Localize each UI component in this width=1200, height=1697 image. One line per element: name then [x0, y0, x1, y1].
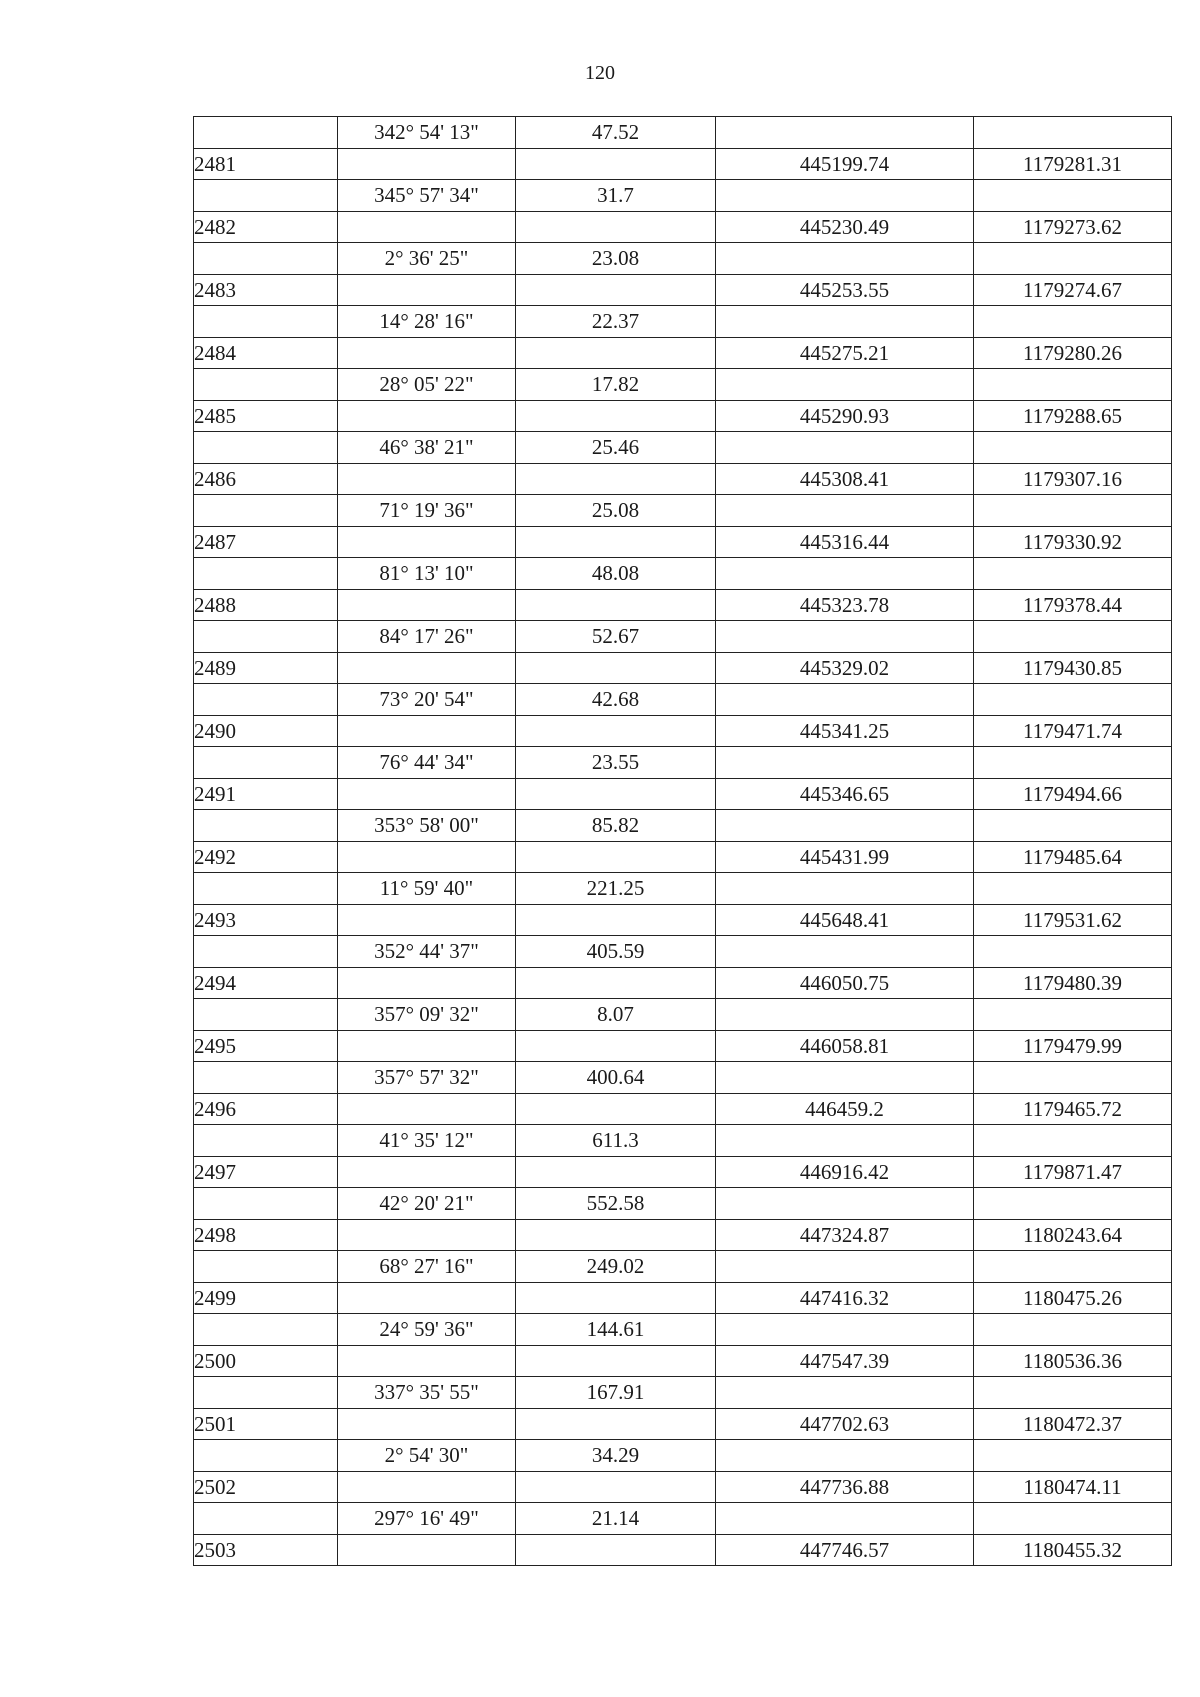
- northing-cell: 445230.49: [716, 211, 974, 243]
- northing-cell: [716, 621, 974, 653]
- northing-cell: 446459.2: [716, 1093, 974, 1125]
- bearing-cell: 297° 16' 49": [338, 1503, 516, 1535]
- distance-cell: [516, 589, 716, 621]
- station-cell: 2488: [194, 589, 338, 621]
- table-row: [194, 1156, 1172, 1188]
- bearing-cell: [338, 904, 516, 936]
- table-row: [194, 243, 1172, 275]
- northing-cell: [716, 873, 974, 905]
- coordinate-table-body: [194, 117, 1172, 1566]
- station-cell: 2489: [194, 652, 338, 684]
- northing-cell: 446058.81: [716, 1030, 974, 1062]
- distance-cell: 167.91: [516, 1377, 716, 1409]
- bearing-cell: [338, 652, 516, 684]
- station-cell: [194, 243, 338, 275]
- bearing-cell: [338, 589, 516, 621]
- table-row: [194, 558, 1172, 590]
- distance-cell: [516, 526, 716, 558]
- bearing-cell: [338, 337, 516, 369]
- bearing-cell: 2° 54' 30": [338, 1440, 516, 1472]
- table-row: [194, 1377, 1172, 1409]
- easting-cell: [974, 1503, 1172, 1535]
- bearing-cell: 14° 28' 16": [338, 306, 516, 338]
- bearing-cell: 342° 54' 13": [338, 117, 516, 149]
- easting-cell: [974, 684, 1172, 716]
- table-row: [194, 148, 1172, 180]
- easting-cell: [974, 117, 1172, 149]
- easting-cell: [974, 180, 1172, 212]
- bearing-cell: 42° 20' 21": [338, 1188, 516, 1220]
- bearing-cell: 352° 44' 37": [338, 936, 516, 968]
- easting-cell: 1179479.99: [974, 1030, 1172, 1062]
- easting-cell: [974, 1314, 1172, 1346]
- northing-cell: 447736.88: [716, 1471, 974, 1503]
- bearing-cell: 73° 20' 54": [338, 684, 516, 716]
- station-cell: [194, 1251, 338, 1283]
- distance-cell: [516, 1156, 716, 1188]
- distance-cell: [516, 463, 716, 495]
- distance-cell: [516, 148, 716, 180]
- easting-cell: 1180475.26: [974, 1282, 1172, 1314]
- table-row: [194, 1030, 1172, 1062]
- northing-cell: 445316.44: [716, 526, 974, 558]
- easting-cell: 1179485.64: [974, 841, 1172, 873]
- distance-cell: [516, 967, 716, 999]
- bearing-cell: [338, 715, 516, 747]
- distance-cell: [516, 211, 716, 243]
- station-cell: [194, 999, 338, 1031]
- northing-cell: 445253.55: [716, 274, 974, 306]
- station-cell: 2500: [194, 1345, 338, 1377]
- coordinate-table: [193, 116, 1172, 1566]
- easting-cell: [974, 621, 1172, 653]
- distance-cell: 144.61: [516, 1314, 716, 1346]
- bearing-cell: [338, 274, 516, 306]
- northing-cell: 445308.41: [716, 463, 974, 495]
- table-row: [194, 495, 1172, 527]
- bearing-cell: [338, 778, 516, 810]
- easting-cell: 1179430.85: [974, 652, 1172, 684]
- easting-cell: [974, 369, 1172, 401]
- distance-cell: [516, 400, 716, 432]
- table-row: [194, 1345, 1172, 1377]
- table-row: [194, 1062, 1172, 1094]
- station-cell: 2501: [194, 1408, 338, 1440]
- distance-cell: 31.7: [516, 180, 716, 212]
- table-row: [194, 274, 1172, 306]
- table-row: [194, 117, 1172, 149]
- northing-cell: [716, 243, 974, 275]
- easting-cell: 1179378.44: [974, 589, 1172, 621]
- bearing-cell: [338, 1030, 516, 1062]
- easting-cell: [974, 243, 1172, 275]
- distance-cell: 249.02: [516, 1251, 716, 1283]
- bearing-cell: [338, 211, 516, 243]
- easting-cell: [974, 1377, 1172, 1409]
- easting-cell: 1180536.36: [974, 1345, 1172, 1377]
- bearing-cell: 76° 44' 34": [338, 747, 516, 779]
- table-row: [194, 810, 1172, 842]
- northing-cell: [716, 1062, 974, 1094]
- station-cell: [194, 621, 338, 653]
- bearing-cell: [338, 526, 516, 558]
- table-row: [194, 778, 1172, 810]
- northing-cell: [716, 495, 974, 527]
- station-cell: 2497: [194, 1156, 338, 1188]
- station-cell: 2482: [194, 211, 338, 243]
- bearing-cell: 84° 17' 26": [338, 621, 516, 653]
- station-cell: [194, 117, 338, 149]
- station-cell: 2502: [194, 1471, 338, 1503]
- table-row: [194, 1219, 1172, 1251]
- northing-cell: 447746.57: [716, 1534, 974, 1566]
- bearing-cell: 357° 57' 32": [338, 1062, 516, 1094]
- northing-cell: [716, 1314, 974, 1346]
- bearing-cell: [338, 841, 516, 873]
- table-row: [194, 1282, 1172, 1314]
- bearing-cell: 337° 35' 55": [338, 1377, 516, 1409]
- easting-cell: 1179307.16: [974, 463, 1172, 495]
- northing-cell: [716, 306, 974, 338]
- easting-cell: [974, 936, 1172, 968]
- easting-cell: [974, 747, 1172, 779]
- table-row: [194, 432, 1172, 464]
- bearing-cell: [338, 1156, 516, 1188]
- distance-cell: [516, 1534, 716, 1566]
- table-row: [194, 684, 1172, 716]
- bearing-cell: 2° 36' 25": [338, 243, 516, 275]
- northing-cell: [716, 180, 974, 212]
- easting-cell: 1179273.62: [974, 211, 1172, 243]
- table-row: [194, 999, 1172, 1031]
- station-cell: 2495: [194, 1030, 338, 1062]
- table-row: [194, 306, 1172, 338]
- table-row: [194, 1188, 1172, 1220]
- table-row: [194, 1471, 1172, 1503]
- station-cell: 2494: [194, 967, 338, 999]
- easting-cell: 1179531.62: [974, 904, 1172, 936]
- station-cell: [194, 810, 338, 842]
- table-row: [194, 1314, 1172, 1346]
- bearing-cell: 81° 13' 10": [338, 558, 516, 590]
- easting-cell: 1179494.66: [974, 778, 1172, 810]
- northing-cell: 447324.87: [716, 1219, 974, 1251]
- bearing-cell: 28° 05' 22": [338, 369, 516, 401]
- distance-cell: 25.46: [516, 432, 716, 464]
- station-cell: 2498: [194, 1219, 338, 1251]
- easting-cell: 1179471.74: [974, 715, 1172, 747]
- northing-cell: 445275.21: [716, 337, 974, 369]
- distance-cell: [516, 904, 716, 936]
- bearing-cell: [338, 400, 516, 432]
- northing-cell: 445431.99: [716, 841, 974, 873]
- bearing-cell: [338, 1471, 516, 1503]
- distance-cell: [516, 274, 716, 306]
- distance-cell: 47.52: [516, 117, 716, 149]
- station-cell: [194, 747, 338, 779]
- station-cell: [194, 1188, 338, 1220]
- station-cell: [194, 369, 338, 401]
- table-row: [194, 526, 1172, 558]
- easting-cell: 1179480.39: [974, 967, 1172, 999]
- station-cell: 2503: [194, 1534, 338, 1566]
- distance-cell: 25.08: [516, 495, 716, 527]
- station-cell: 2481: [194, 148, 338, 180]
- easting-cell: 1180455.32: [974, 1534, 1172, 1566]
- bearing-cell: 353° 58' 00": [338, 810, 516, 842]
- northing-cell: 445290.93: [716, 400, 974, 432]
- northing-cell: 447702.63: [716, 1408, 974, 1440]
- table-row: [194, 1503, 1172, 1535]
- table-row: [194, 1534, 1172, 1566]
- station-cell: [194, 1062, 338, 1094]
- distance-cell: [516, 1030, 716, 1062]
- table-row: [194, 589, 1172, 621]
- northing-cell: [716, 684, 974, 716]
- station-cell: [194, 1503, 338, 1535]
- easting-cell: 1179281.31: [974, 148, 1172, 180]
- easting-cell: 1179274.67: [974, 274, 1172, 306]
- northing-cell: 445329.02: [716, 652, 974, 684]
- northing-cell: 445648.41: [716, 904, 974, 936]
- distance-cell: 23.55: [516, 747, 716, 779]
- bearing-cell: 68° 27' 16": [338, 1251, 516, 1283]
- station-cell: [194, 180, 338, 212]
- easting-cell: [974, 558, 1172, 590]
- northing-cell: [716, 558, 974, 590]
- distance-cell: 8.07: [516, 999, 716, 1031]
- station-cell: [194, 432, 338, 464]
- northing-cell: [716, 432, 974, 464]
- distance-cell: 42.68: [516, 684, 716, 716]
- easting-cell: [974, 1440, 1172, 1472]
- easting-cell: [974, 306, 1172, 338]
- page-number: 120: [585, 62, 615, 84]
- distance-cell: 21.14: [516, 1503, 716, 1535]
- table-row: [194, 967, 1172, 999]
- table-row: [194, 715, 1172, 747]
- table-row: [194, 1440, 1172, 1472]
- bearing-cell: 11° 59' 40": [338, 873, 516, 905]
- table-row: [194, 841, 1172, 873]
- northing-cell: [716, 1503, 974, 1535]
- northing-cell: [716, 1440, 974, 1472]
- station-cell: 2492: [194, 841, 338, 873]
- northing-cell: [716, 1188, 974, 1220]
- easting-cell: 1179330.92: [974, 526, 1172, 558]
- easting-cell: [974, 810, 1172, 842]
- northing-cell: 445199.74: [716, 148, 974, 180]
- table-row: [194, 337, 1172, 369]
- easting-cell: 1179288.65: [974, 400, 1172, 432]
- bearing-cell: [338, 1219, 516, 1251]
- northing-cell: [716, 747, 974, 779]
- northing-cell: 447416.32: [716, 1282, 974, 1314]
- table-row: [194, 1408, 1172, 1440]
- easting-cell: [974, 495, 1172, 527]
- station-cell: 2490: [194, 715, 338, 747]
- distance-cell: 552.58: [516, 1188, 716, 1220]
- bearing-cell: 46° 38' 21": [338, 432, 516, 464]
- bearing-cell: [338, 967, 516, 999]
- table-row: [194, 369, 1172, 401]
- station-cell: 2485: [194, 400, 338, 432]
- bearing-cell: [338, 148, 516, 180]
- station-cell: 2484: [194, 337, 338, 369]
- easting-cell: 1179465.72: [974, 1093, 1172, 1125]
- easting-cell: [974, 1251, 1172, 1283]
- northing-cell: 446050.75: [716, 967, 974, 999]
- distance-cell: [516, 841, 716, 873]
- distance-cell: 52.67: [516, 621, 716, 653]
- bearing-cell: 357° 09' 32": [338, 999, 516, 1031]
- station-cell: [194, 1125, 338, 1157]
- easting-cell: [974, 1125, 1172, 1157]
- distance-cell: 23.08: [516, 243, 716, 275]
- northing-cell: [716, 1377, 974, 1409]
- bearing-cell: [338, 1093, 516, 1125]
- bearing-cell: [338, 1345, 516, 1377]
- table-row: [194, 211, 1172, 243]
- distance-cell: [516, 778, 716, 810]
- easting-cell: 1179280.26: [974, 337, 1172, 369]
- table-row: [194, 1251, 1172, 1283]
- distance-cell: [516, 1219, 716, 1251]
- distance-cell: [516, 1408, 716, 1440]
- table-row: [194, 936, 1172, 968]
- northing-cell: [716, 369, 974, 401]
- easting-cell: [974, 999, 1172, 1031]
- distance-cell: [516, 1345, 716, 1377]
- bearing-cell: 24° 59' 36": [338, 1314, 516, 1346]
- distance-cell: [516, 1093, 716, 1125]
- northing-cell: [716, 1251, 974, 1283]
- table-row: [194, 652, 1172, 684]
- distance-cell: 34.29: [516, 1440, 716, 1472]
- northing-cell: 445346.65: [716, 778, 974, 810]
- distance-cell: [516, 337, 716, 369]
- station-cell: [194, 1440, 338, 1472]
- station-cell: [194, 684, 338, 716]
- table-row: [194, 621, 1172, 653]
- easting-cell: [974, 1062, 1172, 1094]
- distance-cell: [516, 1282, 716, 1314]
- station-cell: 2486: [194, 463, 338, 495]
- distance-cell: 405.59: [516, 936, 716, 968]
- distance-cell: 22.37: [516, 306, 716, 338]
- bearing-cell: 345° 57' 34": [338, 180, 516, 212]
- bearing-cell: [338, 463, 516, 495]
- distance-cell: 400.64: [516, 1062, 716, 1094]
- station-cell: 2487: [194, 526, 338, 558]
- table-row: [194, 1093, 1172, 1125]
- easting-cell: 1180472.37: [974, 1408, 1172, 1440]
- station-cell: [194, 873, 338, 905]
- distance-cell: [516, 1471, 716, 1503]
- northing-cell: [716, 936, 974, 968]
- distance-cell: [516, 652, 716, 684]
- northing-cell: [716, 999, 974, 1031]
- bearing-cell: [338, 1408, 516, 1440]
- station-cell: [194, 558, 338, 590]
- northing-cell: 445323.78: [716, 589, 974, 621]
- station-cell: [194, 936, 338, 968]
- bearing-cell: [338, 1282, 516, 1314]
- station-cell: [194, 495, 338, 527]
- northing-cell: 445341.25: [716, 715, 974, 747]
- table-row: [194, 400, 1172, 432]
- table-row: [194, 873, 1172, 905]
- station-cell: [194, 1377, 338, 1409]
- station-cell: 2483: [194, 274, 338, 306]
- distance-cell: 611.3: [516, 1125, 716, 1157]
- northing-cell: 447547.39: [716, 1345, 974, 1377]
- northing-cell: [716, 117, 974, 149]
- table-row: [194, 747, 1172, 779]
- station-cell: 2493: [194, 904, 338, 936]
- distance-cell: [516, 715, 716, 747]
- northing-cell: [716, 810, 974, 842]
- table-row: [194, 904, 1172, 936]
- easting-cell: [974, 1188, 1172, 1220]
- table-row: [194, 1125, 1172, 1157]
- distance-cell: 221.25: [516, 873, 716, 905]
- easting-cell: 1180243.64: [974, 1219, 1172, 1251]
- easting-cell: 1179871.47: [974, 1156, 1172, 1188]
- table-row: [194, 180, 1172, 212]
- easting-cell: [974, 432, 1172, 464]
- easting-cell: [974, 873, 1172, 905]
- northing-cell: 446916.42: [716, 1156, 974, 1188]
- distance-cell: 48.08: [516, 558, 716, 590]
- bearing-cell: 41° 35' 12": [338, 1125, 516, 1157]
- northing-cell: [716, 1125, 974, 1157]
- station-cell: [194, 306, 338, 338]
- station-cell: 2496: [194, 1093, 338, 1125]
- easting-cell: 1180474.11: [974, 1471, 1172, 1503]
- station-cell: [194, 1314, 338, 1346]
- table-row: [194, 463, 1172, 495]
- bearing-cell: [338, 1534, 516, 1566]
- station-cell: 2491: [194, 778, 338, 810]
- station-cell: 2499: [194, 1282, 338, 1314]
- bearing-cell: 71° 19' 36": [338, 495, 516, 527]
- distance-cell: 17.82: [516, 369, 716, 401]
- distance-cell: 85.82: [516, 810, 716, 842]
